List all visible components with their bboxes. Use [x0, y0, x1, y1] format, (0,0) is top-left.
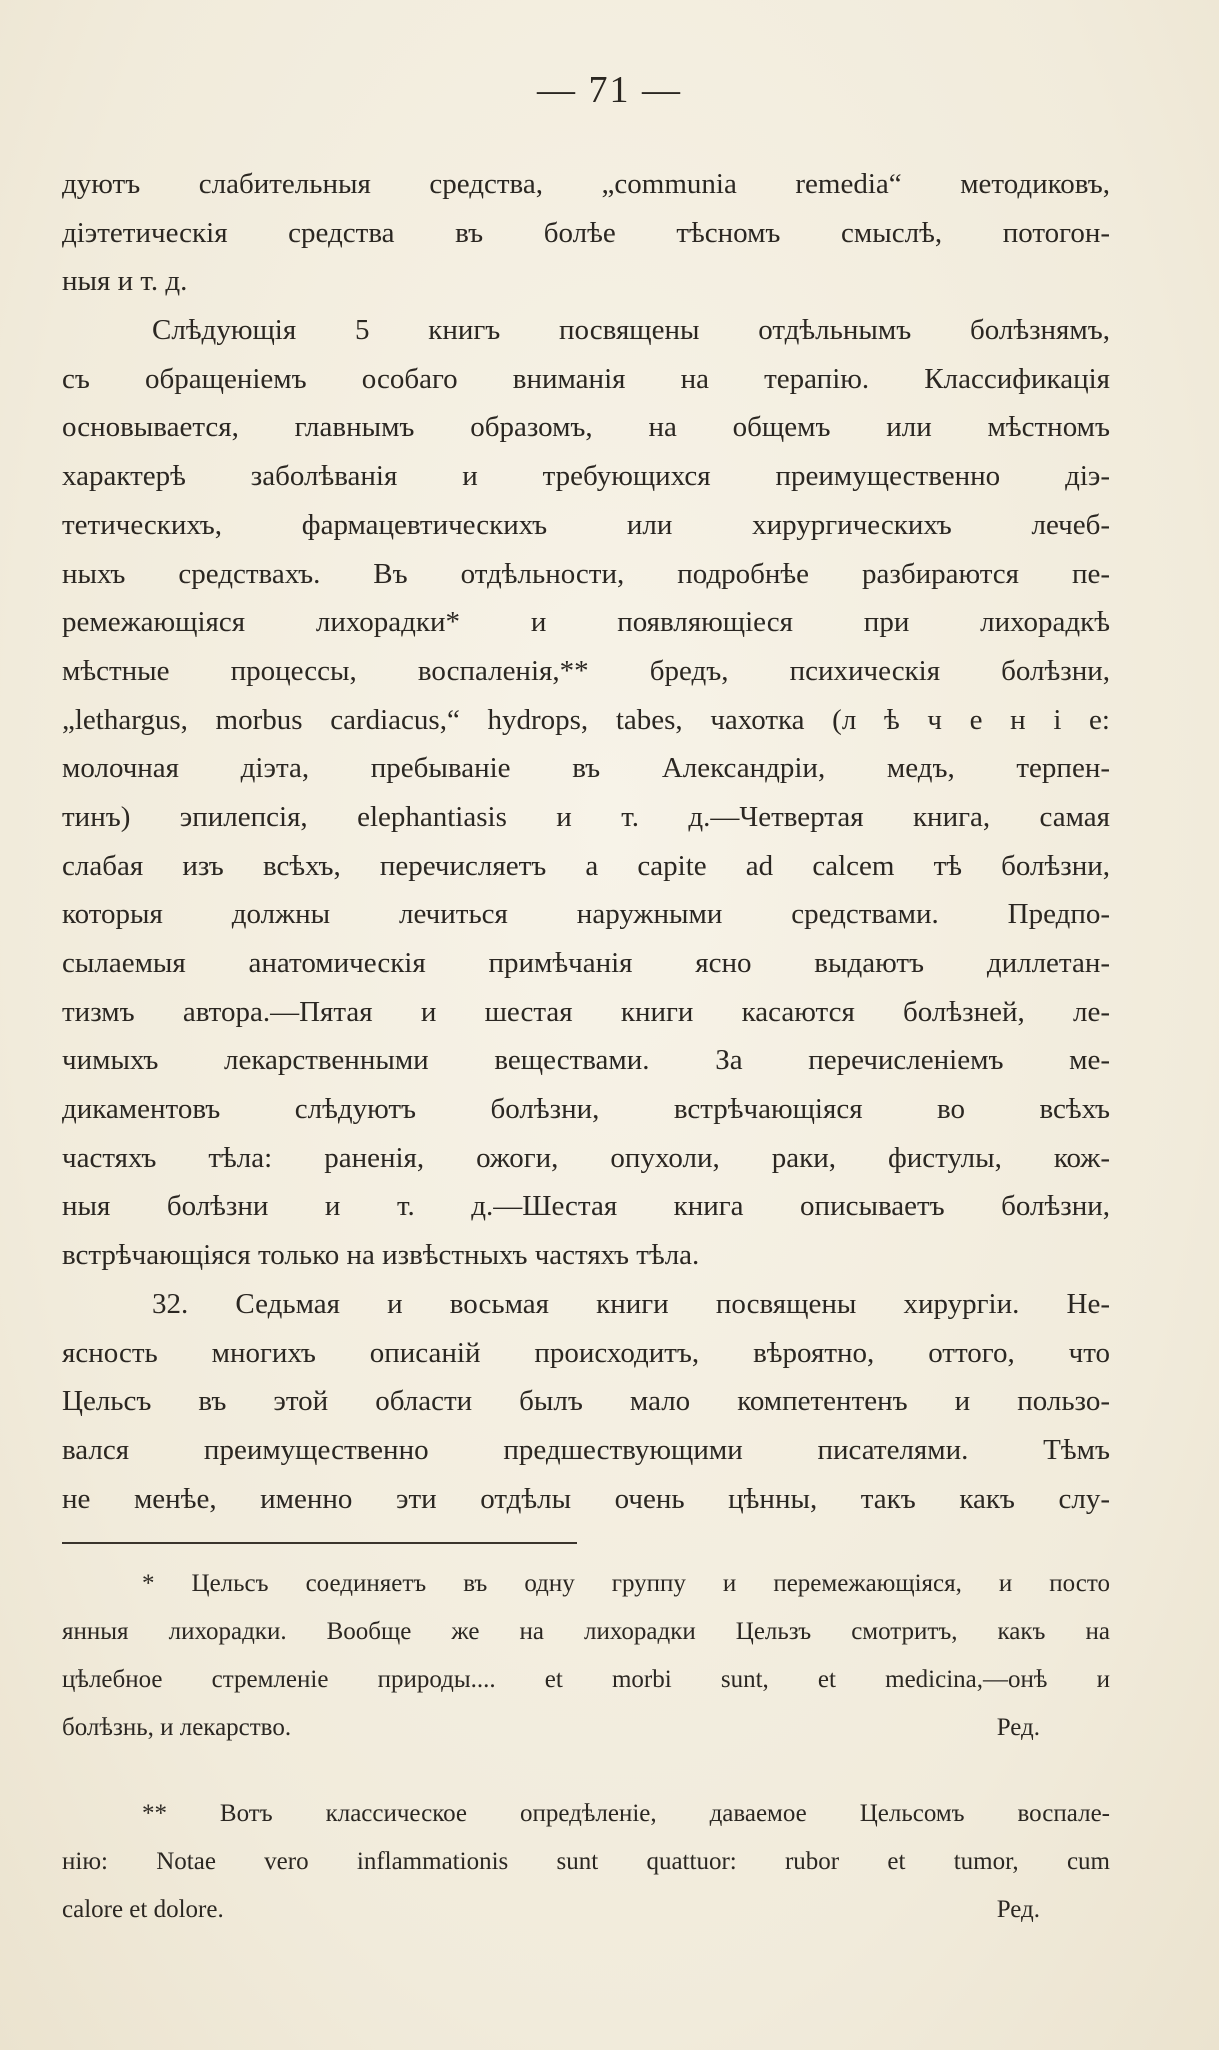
text-line: дуютъ слабительныя средства, „communia remedia“ методиковъ, [62, 168, 1110, 200]
text-line: вался преимущественно предшествующими писателями. Тѣмъ [62, 1433, 1110, 1466]
footnote-1 [62, 1560, 1110, 1752]
footnote-text: calore et dolore. [62, 1896, 224, 1923]
footnote-line: нію: Notae vero inflammationis sunt quattuor: rubor et tumor, cum [62, 1848, 1110, 1875]
text-line: основывается, главнымъ образомъ, на общемъ или мѣстномъ [62, 411, 1110, 444]
text-line: встрѣчающіяся только на извѣстныхъ частяхъ тѣла. [62, 1239, 700, 1272]
text-line: слабая изъ всѣхъ, перечисляетъ a capite ad calcem тѣ болѣзни, [62, 849, 1110, 882]
text-line: которыя должны лечиться наружными средствами. Предпо- [62, 898, 1110, 931]
footnote-2 [62, 1790, 1110, 1934]
footnote-line: * Цельсъ соединяетъ въ одну группу и перемежающіяся, и посто [142, 1570, 1110, 1597]
footnote-line: янныя лихорадки. Вообще же на лихорадки Цельзъ смотритъ, какъ на [62, 1618, 1110, 1645]
text-line: чимыхъ лекарственными веществами. За перечисленіемъ ме- [62, 1044, 1110, 1077]
footnote-last-line [62, 1886, 1110, 1934]
text-line: Слѣдующія 5 книгъ посвящены отдѣльнымъ болѣзнямъ, [152, 314, 1110, 347]
text-line: тизмъ автора.—Пятая и шестая книги касаются болѣзней, ле- [62, 995, 1110, 1028]
footnote-text: болѣзнь, и лекарство. [62, 1714, 292, 1741]
text-line: сылаемыя анатомическія примѣчанія ясно выдаютъ диллетан- [62, 947, 1110, 979]
footnote-line: цѣлебное стремленіе природы.... et morbi sunt, et medicina,—онѣ и [62, 1666, 1110, 1693]
text-line: частяхъ тѣла: раненія, ожоги, опухоли, раки, фистулы, кож- [62, 1141, 1110, 1174]
text-line: „lethargus, morbus cardiacus,“ hydrops, tabes, чахотка (л ѣ ч е н і е: [62, 703, 1110, 736]
text-line: ныхъ средствахъ. Въ отдѣльности, подробнѣе разбираются пе- [62, 557, 1110, 590]
text-line: съ обращеніемъ особаго вниманія на терапію. Классификація [62, 362, 1110, 395]
text-line: ныя и т. д. [62, 265, 188, 298]
text-line: тетическихъ, фармацевтическихъ или хирургическихъ лечеб- [62, 508, 1110, 541]
text-line: не менѣе, именно эти отдѣлы очень цѣнны, такъ какъ слу- [62, 1482, 1110, 1515]
editor-signature: Ред. [996, 1714, 1040, 1741]
text-line: молочная діэта, пребываніе въ Александріи, медъ, терпен- [62, 752, 1110, 785]
footnote-divider [62, 1542, 577, 1544]
text-line: дикаментовъ слѣдуютъ болѣзни, встрѣчающіяся во всѣхъ [62, 1093, 1110, 1126]
footnote-last-line [62, 1704, 1110, 1752]
text-line: характерѣ заболѣванія и требующихся преимущественно діэ- [62, 460, 1110, 493]
footnote-line: ** Вотъ классическое опредѣленіе, даваемое Цельсомъ воспале- [142, 1800, 1110, 1827]
text-line: 32. Седьмая и восьмая книги посвящены хирургіи. Не- [152, 1287, 1110, 1320]
page-number: — 71 — [537, 69, 682, 111]
text-line: ныя болѣзни и т. д.—Шестая книга описываетъ болѣзни, [62, 1190, 1110, 1223]
text-line: тинъ) эпилепсія, elephantiasis и т. д.—Четвертая книга, самая [62, 800, 1110, 833]
text-line: Цельсъ въ этой области былъ мало компетентенъ и пользо- [62, 1385, 1110, 1418]
text-line: ясность многихъ описаній происходитъ, вѣроятно, оттого, что [62, 1336, 1110, 1369]
text-line: діэтетическія средства въ болѣе тѣсномъ смыслѣ, потогон- [62, 216, 1110, 249]
main-text [62, 160, 1110, 1523]
text-line: мѣстные процессы, воспаленія,** бредъ, психическія болѣзни, [62, 654, 1110, 687]
editor-signature: Ред. [996, 1896, 1040, 1923]
text-line: ремежающіяся лихорадки* и появляющіеся при лихорадкѣ [62, 606, 1110, 639]
